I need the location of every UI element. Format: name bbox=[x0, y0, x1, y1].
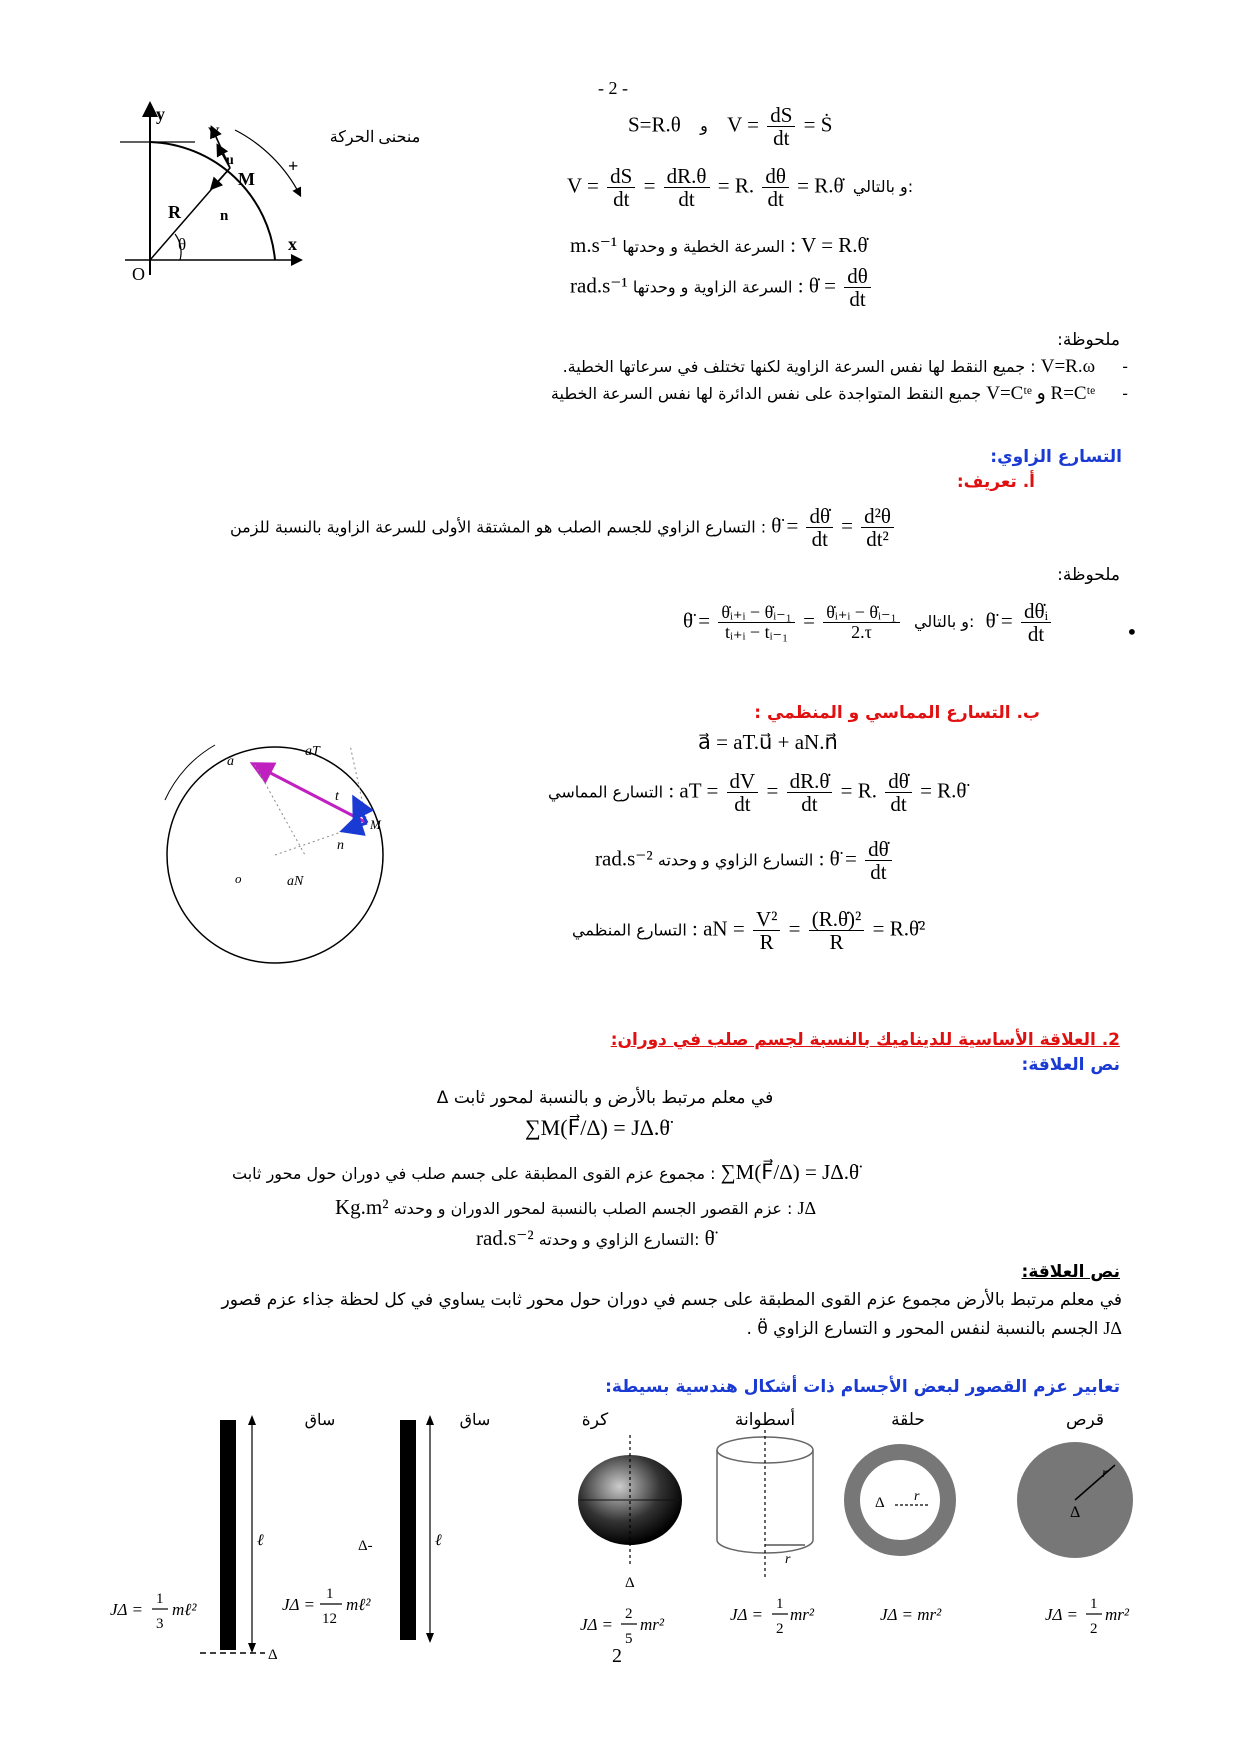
cylinder-r: r bbox=[785, 1552, 791, 1567]
label-at: aT bbox=[305, 744, 320, 759]
disc-r: r bbox=[1102, 1466, 1108, 1481]
shape-rod-center bbox=[282, 1412, 490, 1643]
shape-disc bbox=[1017, 1410, 1133, 1637]
tangential-acceleration-eq: التسارع المماسي : aT = $\frac{dV}{dt}$ = $\frac{dR.\thetȧ}{dt}$ = R. $\frac{d\thetȧ}{dt}$ = R.θ̈ bbox=[548, 769, 967, 817]
discrete-angular-acceleration: θ̈ = $\frac{\text{θ̇ᵢ₊ᵢ − θ̇ᵢ₋₁}}{\text{tᵢ₊ᵢ − tᵢ₋₁}}$ = $\frac{\text{θ̇ᵢ₊ᵢ − θ̇ᵢ₋₁}}{2.\tau}$ و بالتالي: θ̈ = $\frac{\text{dθ̇ᵢ}}{dt}$ bbox=[683, 600, 1054, 645]
relation-paragraph-line-2: الجسم بالنسبة لنفس المحور و التسارع الزاوي θ̈ . JΔ bbox=[746, 1318, 1122, 1339]
note-title-2: ملحوظة: bbox=[1057, 565, 1120, 585]
rod-center-l: ℓ bbox=[435, 1532, 442, 1549]
shape-rod-end bbox=[110, 1412, 335, 1663]
ring-delta: Δ bbox=[875, 1495, 885, 1511]
eq-linear-speed: m.s⁻¹ السرعة الخطية و وحدتها : V = R.θ̇ bbox=[570, 233, 868, 257]
rod-end-fn: 1 bbox=[156, 1591, 164, 1607]
origin-label: O bbox=[132, 264, 145, 284]
rod-center-formula-lhs: JΔ = bbox=[282, 1595, 315, 1614]
vec-u-label: u bbox=[226, 153, 234, 168]
rod-end-fd: 3 bbox=[156, 1616, 164, 1632]
cylinder-fn: 1 bbox=[776, 1596, 784, 1612]
subsection-a-definition: أ. تعريف: bbox=[956, 472, 1035, 492]
note-line-2: جميع النقط المتواجدة على نفس الدائرة لها نفس السرعة الخطية V=Cᵗᵉ و R=Cᵗᵉ - bbox=[550, 383, 1128, 404]
eq-s-v: S=R.θ و V = $\frac{dS}{dt}$ = Ṡ bbox=[628, 103, 833, 151]
vec-v-label: V bbox=[208, 125, 220, 142]
curve-label: منحنى الحركة bbox=[329, 129, 420, 146]
page-number: 2 bbox=[612, 1645, 622, 1667]
rod-end-l: ℓ bbox=[257, 1532, 264, 1549]
rod-center-fn: 1 bbox=[326, 1586, 334, 1602]
moment-of-inertia-title: تعابير عزم القصور لبعض الأجسام ذات أشكال هندسية بسيطة: bbox=[605, 1377, 1120, 1397]
sphere-fd: 5 bbox=[625, 1631, 633, 1647]
sphere-delta: Δ bbox=[625, 1575, 635, 1591]
rod-end-formula-rhs: mℓ² bbox=[172, 1600, 197, 1619]
shape-ring bbox=[852, 1410, 948, 1624]
ring-shape bbox=[852, 1452, 948, 1548]
disc-label: قرص bbox=[1065, 1410, 1105, 1429]
cylinder-fd: 2 bbox=[776, 1621, 784, 1637]
label-o: o bbox=[235, 871, 242, 886]
rod-end-delta: Δ bbox=[268, 1647, 278, 1663]
ring-formula: JΔ = mr² bbox=[880, 1605, 942, 1624]
normal-acceleration-eq: التسارع المنظمي : aN = $\frac{\text{V²}}{R}$ = $\frac{\text{(R.θ̇)²}}{R}$ = R.θ̇² bbox=[572, 907, 926, 955]
sphere-formula-lhs: JΔ = bbox=[580, 1615, 613, 1634]
disc-fd: 2 bbox=[1090, 1621, 1098, 1637]
rod-end-formula-lhs: JΔ = bbox=[110, 1600, 143, 1619]
cylinder-formula-lhs: JΔ = bbox=[730, 1605, 763, 1624]
frame-text: في معلم مرتبط بالأرض و بالنسبة لمحور ثابت Δ bbox=[436, 1088, 774, 1108]
rod-center-shape bbox=[400, 1420, 416, 1640]
acceleration-vector bbox=[255, 765, 367, 823]
point-m-label: M bbox=[238, 169, 255, 189]
shape-sphere bbox=[578, 1410, 682, 1647]
fundamental-relation-eq: ∑M(F⃗/Δ) = JΔ.θ̈ bbox=[525, 1115, 670, 1140]
ring-label: حلقة bbox=[891, 1410, 925, 1429]
tangent-dotted bbox=[350, 745, 367, 823]
sphere-fn: 2 bbox=[625, 1606, 633, 1622]
trajectory-arc bbox=[150, 142, 275, 260]
acceleration-vector-eq: a⃗ = aT.u⃗ + aN.n⃗ bbox=[698, 730, 838, 754]
rod-end-label: ساق bbox=[304, 1412, 336, 1429]
relation-line-3: rad.s⁻² :التسارع الزاوي و وحدته θ̈ bbox=[476, 1226, 715, 1250]
rod-center-label: ساق bbox=[459, 1412, 491, 1429]
note-line-1: : جميع النقط لها نفس السرعة الزاوية لكنها تختلف في سرعاتها الخطية. V=R.ω - bbox=[562, 356, 1128, 377]
subsection-b-tangential-normal: ب. التسارع المماسي و المنظمي : bbox=[754, 703, 1040, 723]
rod-center-formula-rhs: mℓ² bbox=[346, 1595, 371, 1614]
relation-title-2: نص العلاقة: bbox=[1021, 1262, 1120, 1282]
ring-r: r bbox=[914, 1489, 920, 1504]
sphere-label: كرة bbox=[581, 1410, 609, 1429]
label-t: t bbox=[335, 789, 339, 804]
rod-end-shape bbox=[220, 1420, 236, 1650]
relation-title-1: نص العلاقة: bbox=[1021, 1055, 1120, 1075]
label-an: aN bbox=[287, 874, 304, 889]
angle-label: θ bbox=[178, 235, 187, 254]
vec-n-label: n bbox=[220, 208, 229, 224]
radius-label: R bbox=[168, 202, 181, 222]
axis-y-label: y bbox=[156, 104, 165, 124]
plus-label: + bbox=[288, 156, 299, 176]
normal-unit-vector bbox=[212, 168, 230, 188]
label-n: n bbox=[337, 838, 344, 853]
eq-velocity-derivation: V = $\frac{dS}{dt}$ = $\frac{dR.\theta}{dt}$ = R. $\frac{d\theta}{dt}$ = R.θ̇ و بالتالي: bbox=[567, 164, 914, 212]
note-title-1: ملحوظة: bbox=[1057, 330, 1120, 350]
disc-formula-rhs: mr² bbox=[1105, 1605, 1129, 1624]
cylinder-formula-rhs: mr² bbox=[790, 1605, 814, 1624]
acceleration-figure bbox=[155, 725, 405, 975]
inertia-shapes-figure bbox=[100, 1405, 1140, 1665]
section-2-title: 2. العلاقة الأساسية للديناميك بالنسبة لجسم صلب في دوران: bbox=[610, 1030, 1120, 1050]
eq-angular-speed: rad.s⁻¹ السرعة الزاوية و وحدتها : θ̇ = $\frac{d\theta}{dt}$ bbox=[570, 265, 874, 310]
rod-center-fd: 12 bbox=[322, 1611, 337, 1627]
bullet: • bbox=[1126, 620, 1138, 644]
label-m: M bbox=[370, 817, 381, 832]
cylinder-label: أسطوانة bbox=[734, 1410, 796, 1429]
disc-delta: Δ bbox=[1070, 1504, 1081, 1521]
page-marker: - 2 - bbox=[598, 78, 628, 98]
angular-acceleration-unit-eq: rad.s⁻² التسارع الزاوي و وحدته : θ̈ = $\frac{d\thetȧ}{dt}$ bbox=[595, 838, 895, 883]
shape-cylinder bbox=[717, 1408, 815, 1637]
relation-line-2: Kg.m² : عزم القصور الجسم الصلب بالنسبة لمحور الدوران و وحدته JΔ bbox=[335, 1195, 817, 1219]
relation-line-1: : مجموع عزم القوى المطبقة على جسم صلب في دوران حول محور ثابت ∑M(F⃗/Δ) = JΔ.θ̈ bbox=[232, 1160, 860, 1184]
circular-motion-figure bbox=[120, 100, 420, 300]
angular-acceleration-definition: : التسارع الزاوي للجسم الصلب هو المشتقة الأولى للسرعة الزاوية بالنسبة للزمن θ̈ = $\frac{d\thetȧ}{dt}$ = $\frac{\text{d²θ}}{\text{dt²}}$ bbox=[230, 505, 897, 550]
rod-center-delta: Δ- bbox=[358, 1538, 373, 1554]
axis-x-label: x bbox=[288, 234, 297, 254]
normal-unit-vector bbox=[345, 823, 367, 830]
label-a: a bbox=[227, 754, 234, 769]
section-title-angular-acceleration: التسارع الزاوي: bbox=[990, 447, 1122, 467]
relation-paragraph-line-1: في معلم مرتبط بالأرض مجموع عزم القوى المطبقة على جسم في دوران حول محور ثابت يساوي في كل لحظة جذاء عزم قصور bbox=[221, 1290, 1122, 1310]
disc-fn: 1 bbox=[1090, 1596, 1098, 1612]
direction-arc bbox=[165, 745, 215, 800]
disc-formula-lhs: JΔ = bbox=[1045, 1605, 1078, 1624]
sphere-formula-rhs: mr² bbox=[640, 1615, 664, 1634]
